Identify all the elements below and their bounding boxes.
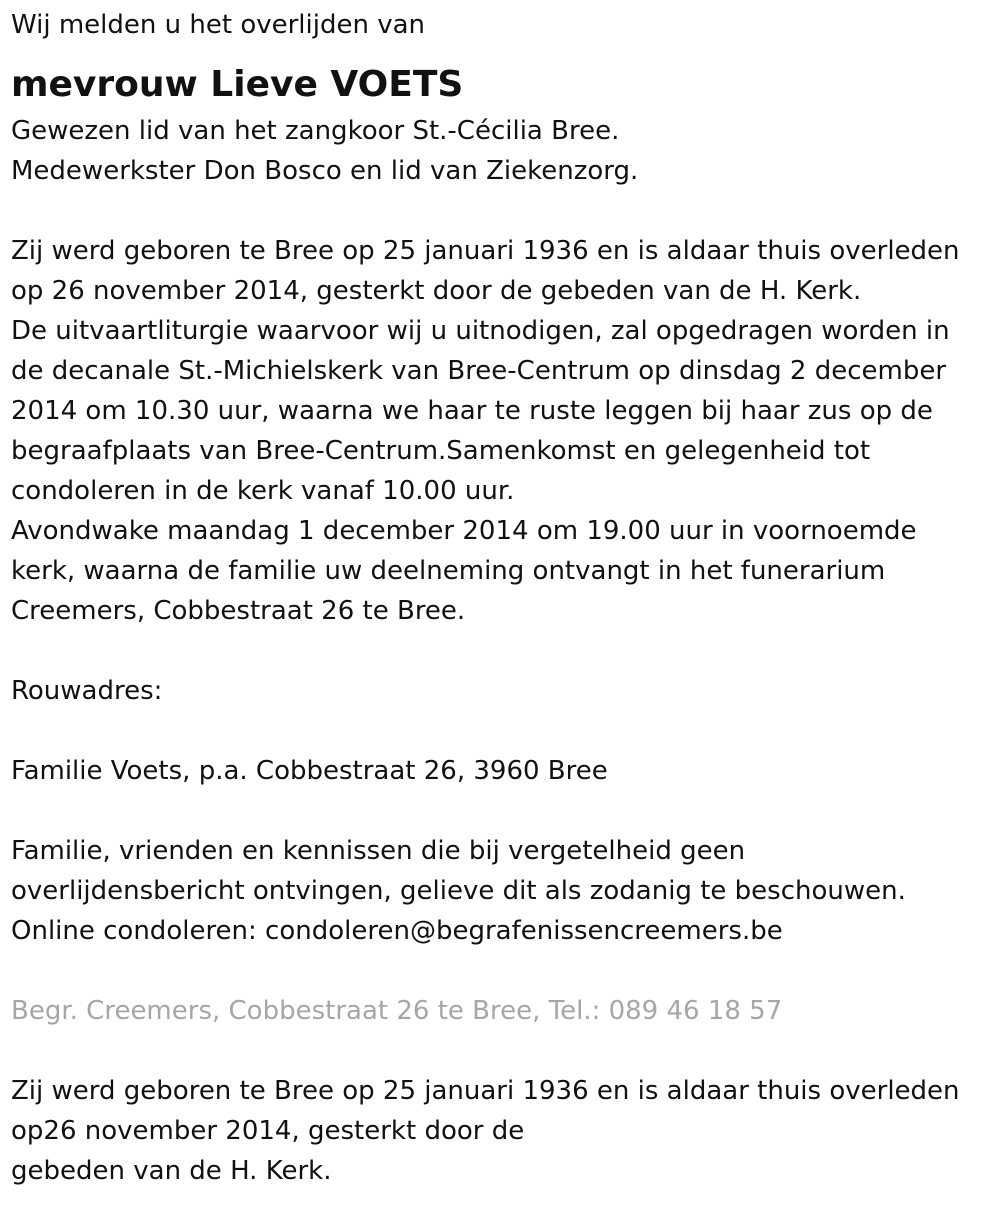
mourning-address: Familie Voets, p.a. Cobbestraat 26, 3960 Bree	[11, 756, 608, 786]
footer-line: Zij werd geboren te Bree op 25 januari 1936 en is aldaar thuis overleden	[11, 1076, 960, 1106]
body-line: Zij werd geboren te Bree op 25 januari 1936 en is aldaar thuis overleden	[11, 236, 960, 266]
intro-text: Wij melden u het overlijden van	[11, 10, 426, 40]
body-line: op 26 november 2014, gesterkt door de gebeden van de H. Kerk.	[11, 276, 862, 306]
spacer	[11, 631, 1000, 671]
body-line: Avondwake maandag 1 december 2014 om 19.00 uur in voornoemde	[11, 516, 917, 546]
body-line: 2014 om 10.30 uur, waarna we haar te ruste leggen bij haar zus op de	[11, 396, 933, 426]
online-condolence-line: Online condoleren: condoleren@begrafenissencreemers.be	[11, 916, 783, 946]
body-line: Creemers, Cobbestraat 26 te Bree.	[11, 596, 466, 626]
spacer	[11, 1031, 1000, 1071]
notice-line: overlijdensbericht ontvingen, gelieve dit als zodanig te beschouwen.	[11, 876, 906, 906]
spacer	[11, 791, 1000, 831]
body-line: condoleren in de kerk vanaf 10.00 uur.	[11, 476, 515, 506]
body-line: de decanale St.-Michielskerk van Bree-Centrum op dinsdag 2 december	[11, 356, 947, 386]
footer-line: gebeden van de H. Kerk.	[11, 1156, 332, 1186]
role-line: Gewezen lid van het zangkoor St.-Cécilia Bree.	[11, 116, 620, 146]
role-line: Medewerkster Don Bosco en lid van Ziekenzorg.	[11, 156, 639, 186]
spacer	[11, 951, 1000, 991]
body-line: De uitvaartliturgie waarvoor wij u uitnodigen, zal opgedragen worden in	[11, 316, 950, 346]
deceased-name: mevrouw Lieve VOETS	[11, 64, 464, 105]
footer-line: op26 november 2014, gesterkt door de	[11, 1116, 525, 1146]
spacer	[11, 191, 1000, 231]
mourning-address-label: Rouwadres:	[11, 676, 163, 706]
body-line: kerk, waarna de familie uw deelneming ontvangt in het funerarium	[11, 556, 886, 586]
body-line: begraafplaats van Bree-Centrum.Samenkomst en gelegenheid tot	[11, 436, 871, 466]
spacer	[11, 711, 1000, 751]
funeral-home-contact: Begr. Creemers, Cobbestraat 26 te Bree, Tel.: 089 46 18 57	[11, 996, 783, 1026]
notice-line: Familie, vrienden en kennissen die bij vergetelheid geen	[11, 836, 746, 866]
